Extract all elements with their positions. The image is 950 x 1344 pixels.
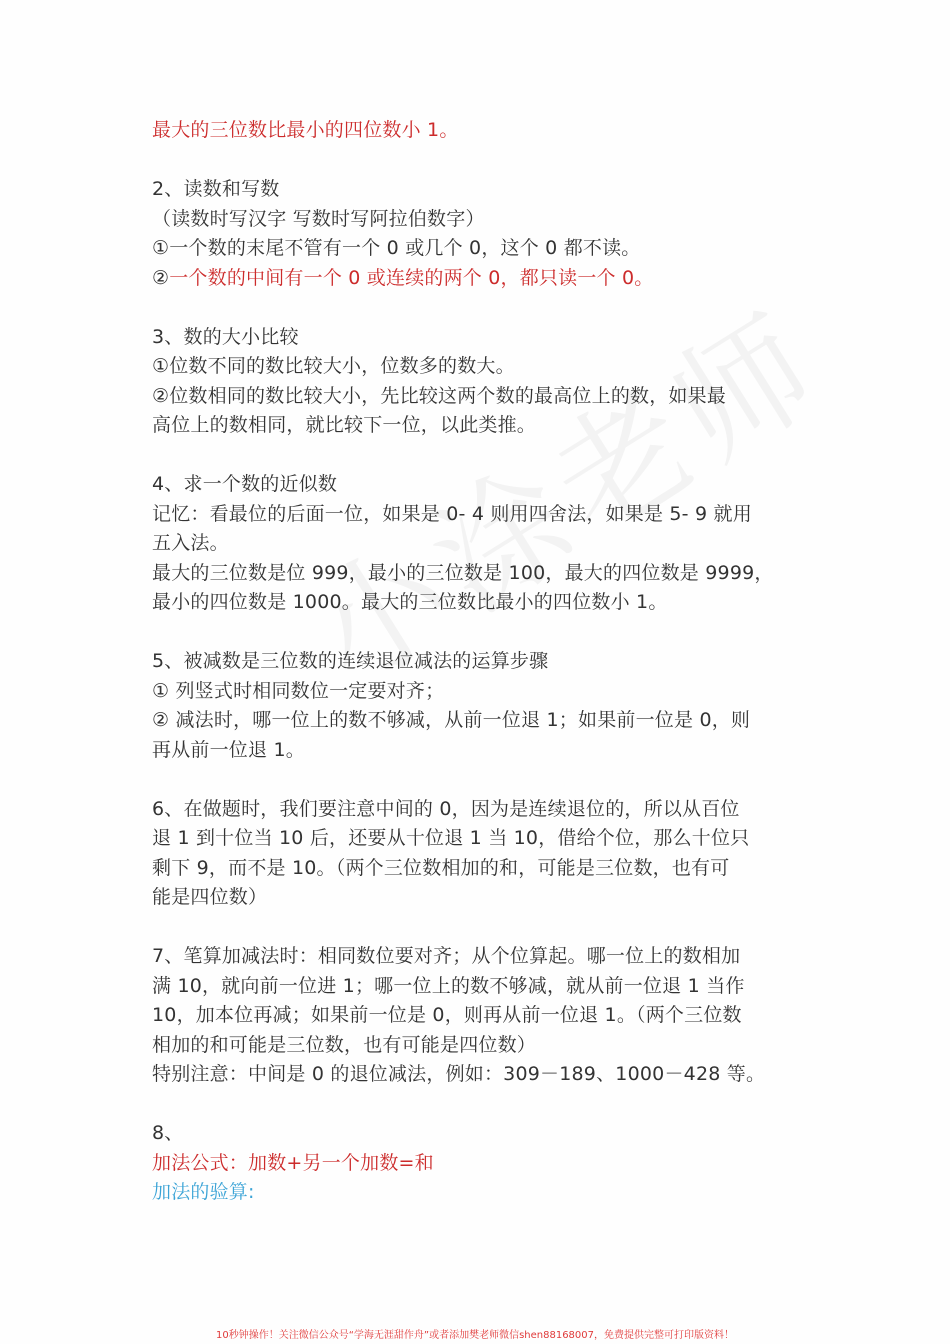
spacer bbox=[152, 441, 802, 471]
section-4-facts-line-1: 最大的三位数是位 999，最小的三位数是 100，最大的四位数是 9999， bbox=[152, 561, 774, 584]
section-3-rule-1: ①位数不同的数比较大小，位数多的数大。 bbox=[152, 355, 515, 377]
section-6-line-1: 6、在做题时，我们要注意中间的 0，因为是连续退位的，所以从百位 bbox=[152, 797, 740, 820]
section-4-memory-line-1: 记忆：看最位的后面一位，如果是 0- 4 则用四舍法，如果是 5- 9 就用 bbox=[152, 502, 752, 525]
spacer bbox=[152, 293, 802, 323]
addition-formula: 加法公式：加数+另一个加数=和 bbox=[152, 1151, 434, 1174]
section-8-heading: 8、 bbox=[152, 1122, 184, 1144]
section-5-step-2-line-2: 再从前一位退 1。 bbox=[152, 738, 305, 761]
section-2-note: （读数时写汉字 写数时写阿拉伯数字） bbox=[152, 207, 485, 230]
section-7-line-1: 7、笔算加减法时：相同数位要对齐；从个位算起。哪一位上的数相加 bbox=[152, 945, 741, 967]
section-3-rule-2-line-2: 高位上的数相同，就比较下一位，以此类推。 bbox=[152, 414, 537, 436]
section-7-line-4: 相加的和可能是三位数，也有可能是四位数） bbox=[152, 1033, 537, 1056]
footer-promo: 10秒钟操作！关注微信公众号“学海无涯甜作舟”或者添加樊老师微信shen88168007，免费提供完整可打印版资料！ bbox=[215, 1330, 735, 1341]
spacer bbox=[152, 618, 802, 648]
section-5-heading: 5、被减数是三位数的连续退位减法的运算步骤 bbox=[152, 650, 549, 672]
section-6-line-3: 剩下 9，而不是 10。（两个三位数相加的和，可能是三位数，也有可 bbox=[152, 856, 730, 879]
section-7-line-3: 10，加本位再减；如果前一位是 0，则再从前一位退 1。（两个三位数 bbox=[152, 1004, 742, 1026]
section-4-heading: 4、求一个数的近似数 bbox=[152, 473, 338, 495]
section-2-rule-2 bbox=[152, 264, 802, 294]
section-4-facts-line-2: 最小的四位数是 1000。最大的三位数比最小的四位数小 1。 bbox=[152, 591, 668, 613]
section-5-step-2-line-1: ② 减法时，哪一位上的数不够减，从前一位退 1；如果前一位是 0，则 bbox=[152, 709, 751, 731]
spacer bbox=[152, 146, 802, 176]
note-max-three-digit: 最大的三位数比最小的四位数小 1。 bbox=[152, 119, 459, 141]
section-3-rule-2-line-1: ②位数相同的数比较大小，先比较这两个数的最高位上的数，如果最 bbox=[152, 384, 727, 407]
section-5-step-1: ① 列竖式时相同数位一定要对齐； bbox=[152, 679, 445, 702]
section-2-rule-1: ①一个数的末尾不管有一个 0 或几个 0，这个 0 都不读。 bbox=[152, 237, 641, 259]
addition-check-heading: 加法的验算: bbox=[152, 1181, 255, 1203]
circled-number-2: ② bbox=[152, 266, 170, 289]
section-3-heading: 3、数的大小比较 bbox=[152, 325, 299, 348]
document-body bbox=[152, 116, 802, 1208]
section-2-heading: 2、读数和写数 bbox=[152, 178, 280, 200]
section-6-line-2: 退 1 到十位当 10 后，还要从十位退 1 当 10，借给个位，那么十位只 bbox=[152, 827, 750, 849]
section-7-line-2: 满 10，就向前一位进 1；哪一位上的数不够减，就从前一位退 1 当作 bbox=[152, 974, 745, 997]
spacer bbox=[152, 1090, 802, 1120]
section-2-rule-2-text: 一个数的中间有一个 0 或连续的两个 0，都只读一个 0。 bbox=[169, 266, 654, 289]
spacer bbox=[152, 765, 802, 795]
spacer bbox=[152, 913, 802, 943]
section-4-memory-line-2: 五入法。 bbox=[152, 532, 229, 554]
section-6-line-4: 能是四位数） bbox=[152, 886, 268, 908]
section-7-special-note: 特别注意：中间是 0 的退位减法，例如：309－189、1000－428 等。 bbox=[152, 1063, 766, 1085]
